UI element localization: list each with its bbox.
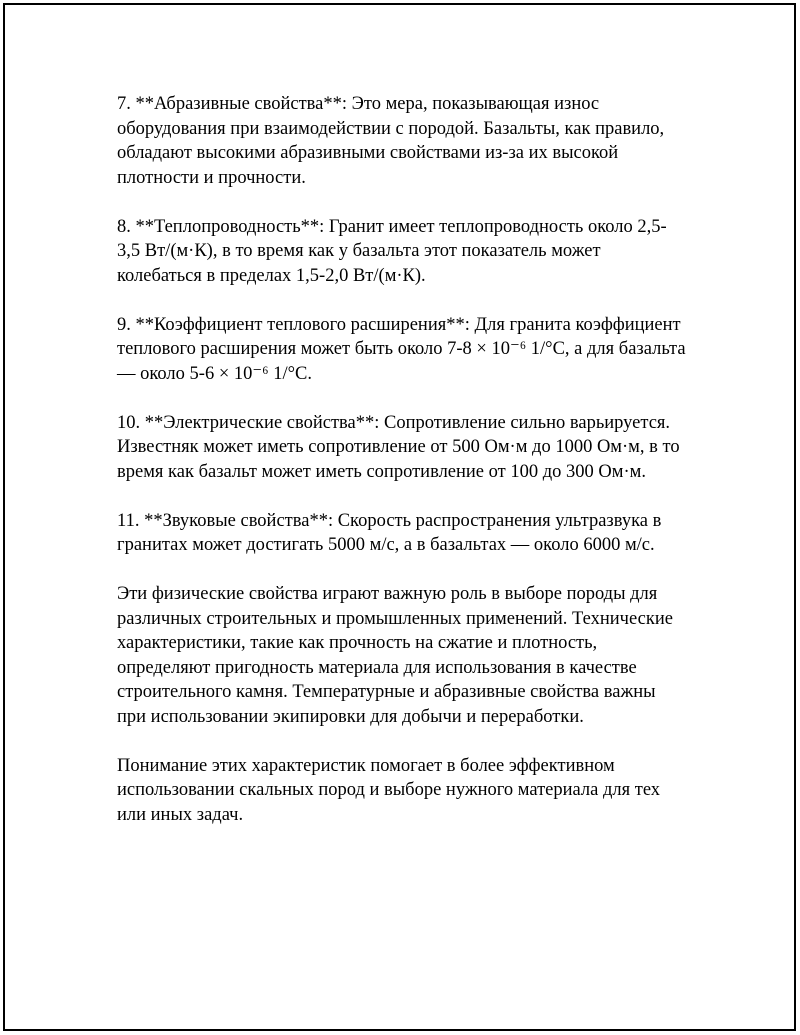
paragraph-abrasive-properties: 7. **Абразивные свойства**: Это мера, показывающая износ оборудования при взаимодействии с породой. Базальты, как правило, обладают высокими абразивными свойствами из-за их высокой плотности и прочности. [117,94,665,188]
paragraph-thermal-expansion: 9. **Коэффициент теплового расширения**: Для гранита коэффициент теплового расширения может быть около 7-8 × 10⁻⁶ 1/°C, а для базальта — около 5-6 × 10⁻⁶ 1/°C. [117,314,686,384]
paragraph-summary: Эти физические свойства играют важную роль в выборе породы для различных строительных и промышленных применений. Технические характеристики, такие как прочность на сжатие и плотность, определяют пригодность материала для использования в качестве строительного камня. Температурные и абразивные свойства важны при использовании экипировки для добычи и переработки. [117,584,673,727]
paragraph-conclusion: Понимание этих характеристик помогает в более эффективном использовании скальных пород и выборе нужного материала для тех или иных задач. [117,755,661,825]
document-body [117,92,707,852]
paragraph-electrical-properties: 10. **Электрические свойства**: Сопротивление сильно варьируется. Известняк может иметь сопротивление от 500 Ом·м до 1000 Ом·м, в то время как базальт может иметь сопротивление от 100 до 300 Ом·м. [117,412,680,482]
paragraph-thermal-conductivity: 8. **Теплопроводность**: Гранит имеет теплопроводность около 2,5- 3,5 Вт/(м·К), в то время как у базальта этот показатель может колебаться в пределах 1,5-2,0 Вт/(м·К). [117,216,667,286]
paragraph-acoustic-properties: 11. **Звуковые свойства**: Скорость распространения ультразвука в гранитах может достигать 5000 м/с, а в базальтах — около 6000 м/с. [117,510,662,555]
